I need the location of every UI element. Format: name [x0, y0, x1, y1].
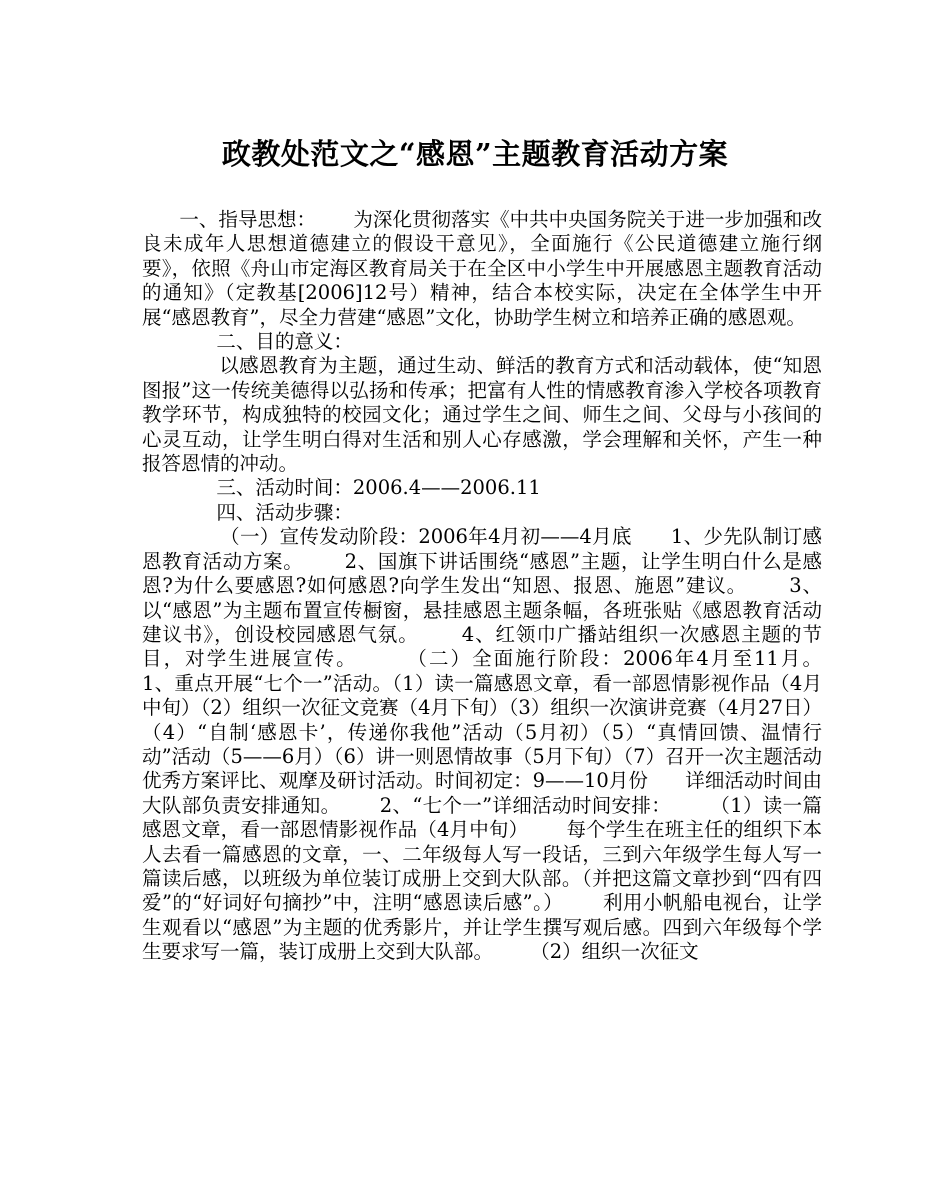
paragraph-purpose-heading: 二、目的意义：: [142, 330, 353, 354]
paragraph-steps-heading: 四、活动步骤：: [142, 500, 353, 524]
document-body: [142, 208, 860, 965]
paragraph-guiding-thought: 一、指导思想： 为深化贯彻落实《中共中央国务院关于进一步加强和改良未成年人思想道德建立的假设干意见》，全面施行《公民道德建立施行纲要》，依照《舟山市定海区教育局关于在全区中小学生中开展感恩主题教育活动的通知》（定教基[2006]12号）精神，结合本校实际，决定在全体学生中开展“感恩教育”，尽全力营建“感恩”文化，协助学生树立和培养正确的感恩观。: [142, 208, 822, 329]
paragraph-steps-body: （一）宣传发动阶段：2006年4月初——4月底 1、少先队制订感恩教育活动方案。 2、国旗下讲话围绕“感恩”主题，让学生明白什么是感恩?为什么要感恩?如何感恩?向学生发出“知恩、报恩、施恩”建议。 3、以“感恩”为主题布置宣传橱窗，悬挂感恩主题条幅，各班张贴《感恩教育活动建议书》，创设校园感恩气氛。 4、红领巾广播站组织一次感恩主题的节目，对学生进展宣传。 （二）全面施行阶段：2006年4月至11月。 1、重点开展“七个一”活动。（1）读一篇感恩文章，看一部恩情影视作品（4月中旬）（2）组织一次征文竞赛（4月下旬）（3）组织一次演讲竞赛（4月27日）（4）“自制‘感恩卡’，传递你我他”活动（5月初）（5）“真情回馈、温情行动”活动（5——6月）（6）讲一则恩情故事（5月下旬）（7）召开一次主题活动优秀方案评比、观摩及研讨活动。时间初定：9——10月份 详细活动时间由大队部负责安排通知。 2、“七个一”详细活动时间安排： （1）读一篇感恩文章，看一部恩情影视作品（4月中旬） 每个学生在班主任的组织下本人去看一篇感恩的文章，一、二年级每人写一段话，三到六年级学生每人写一篇读后感，以班级为单位装订成册上交到大队部。（并把这篇文章抄到“四有四爱”的“好词好句摘抄”中，注明“感恩读后感”。） 利用小帆船电视台，让学生观看以“感恩”为主题的优秀影片，并让学生撰写观后感。四到六年级每个学生要求写一篇，装订成册上交到大队部。 （2）组织一次征文: [142, 525, 860, 964]
paragraph-purpose-body: 以感恩教育为主题，通过生动、鲜活的教育方式和活动载体，使“知恩图报”这一传统美德得以弘扬和传承；把富有人性的情感教育渗入学校各项教育教学环节，构成独特的校园文化；通过学生之间、师生之间、父母与小孩间的心灵互动，让学生明白得对生活和别人心存感激，学会理解和关怀，产生一种报答恩情的冲动。: [142, 354, 822, 476]
paragraph-activity-time: 三、活动时间：2006.4——2006.11: [142, 476, 541, 500]
document-title: 政教处范文之“感恩”主题教育活动方案: [221, 137, 729, 171]
